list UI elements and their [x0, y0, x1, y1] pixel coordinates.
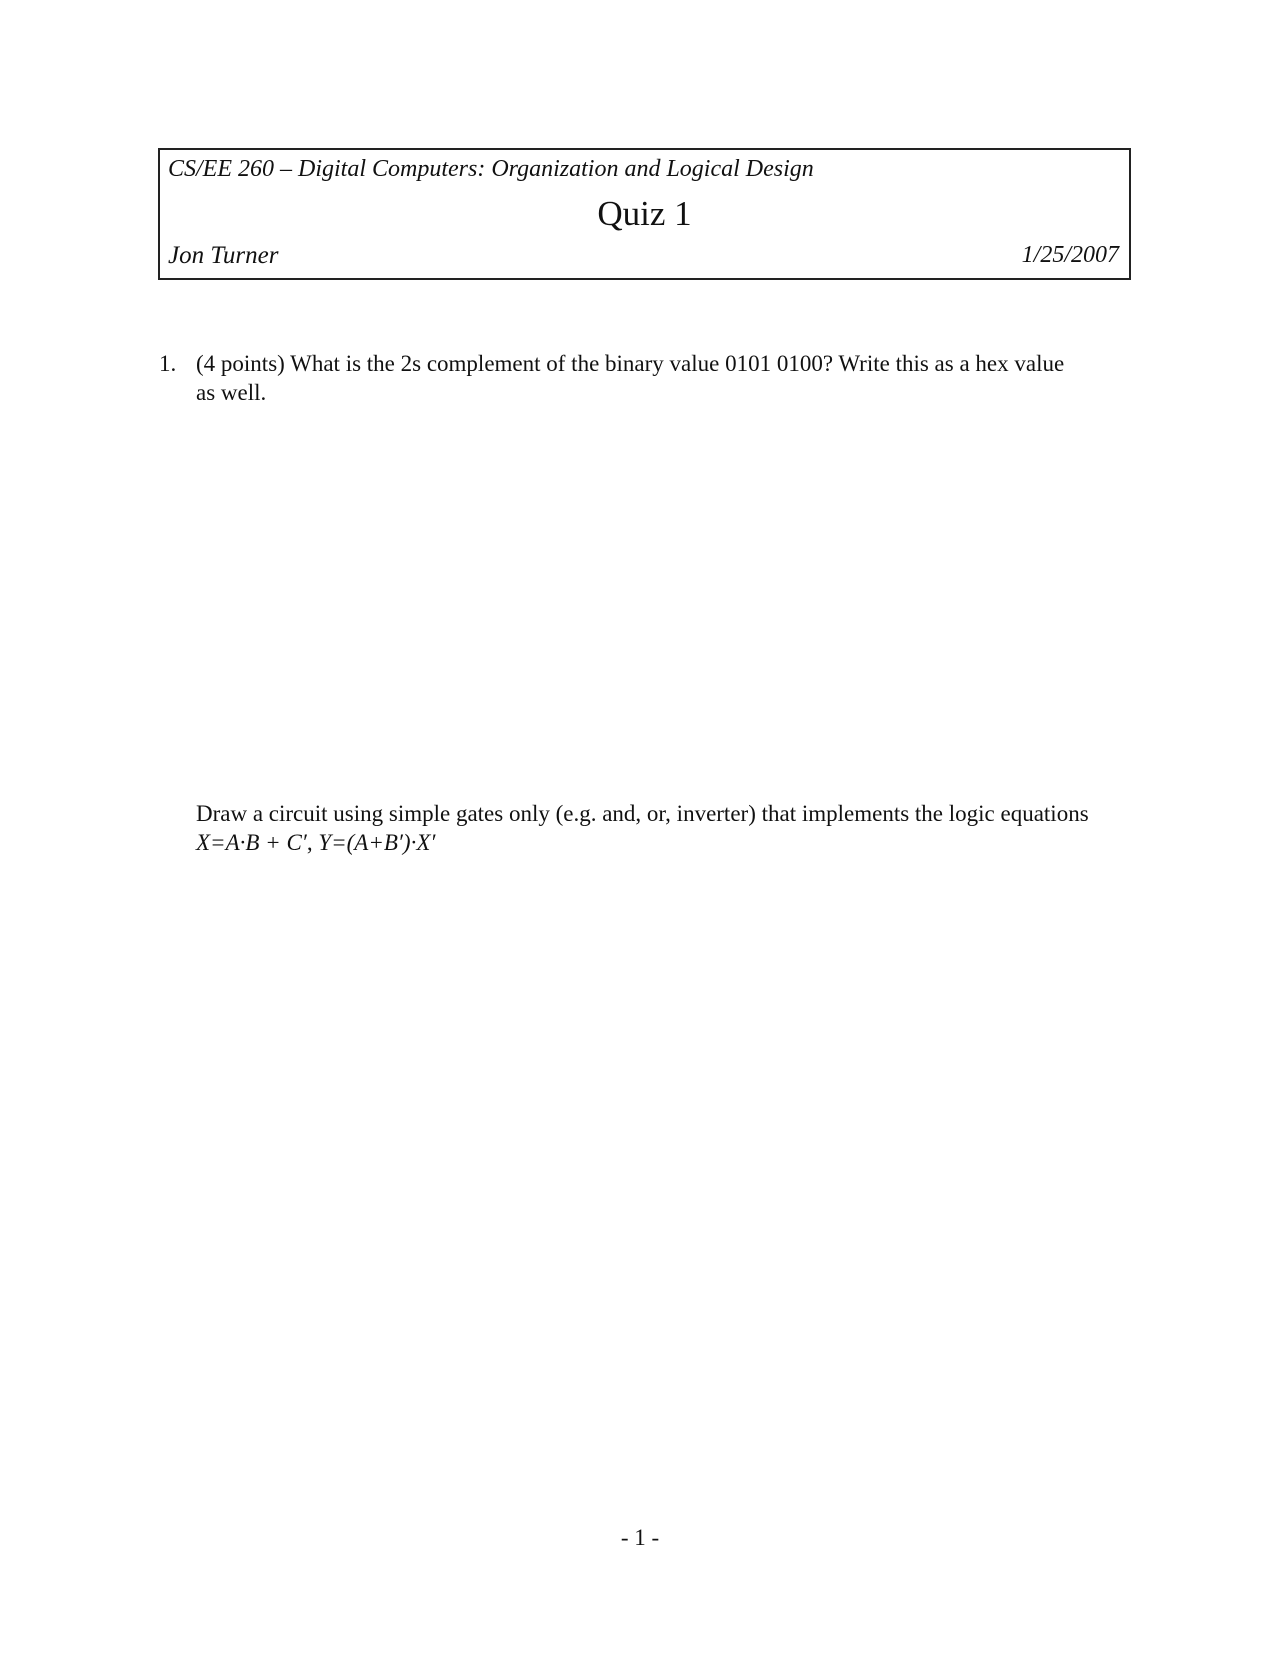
question-number: 1.: [159, 351, 177, 376]
course-title: CS/EE 260 – Digital Computers: Organization and Logical Design: [168, 156, 814, 182]
equation-x: X=A·B + C′: [196, 830, 307, 855]
question-1: [159, 349, 1089, 407]
page-number: - 1 -: [620, 1525, 660, 1550]
quiz-date: 1/25/2007: [1021, 242, 1119, 268]
question-prompt: Draw a circuit using simple gates only (e.g. and, or, inverter) that implements the logic equations: [196, 801, 1089, 826]
question-text: (4 points) What is the 2s complement of the binary value 0101 0100? Write this as a hex value as well.: [196, 351, 1065, 405]
question-2: [159, 799, 1089, 857]
question-text: [196, 799, 1089, 857]
page-title: Quiz 1: [597, 194, 692, 233]
quiz-header-box: [158, 148, 1131, 280]
author-name: Jon Turner: [168, 242, 279, 269]
equation-y: Y=(A+B′)·X′: [318, 830, 436, 855]
equation-separator: ,: [306, 830, 319, 855]
